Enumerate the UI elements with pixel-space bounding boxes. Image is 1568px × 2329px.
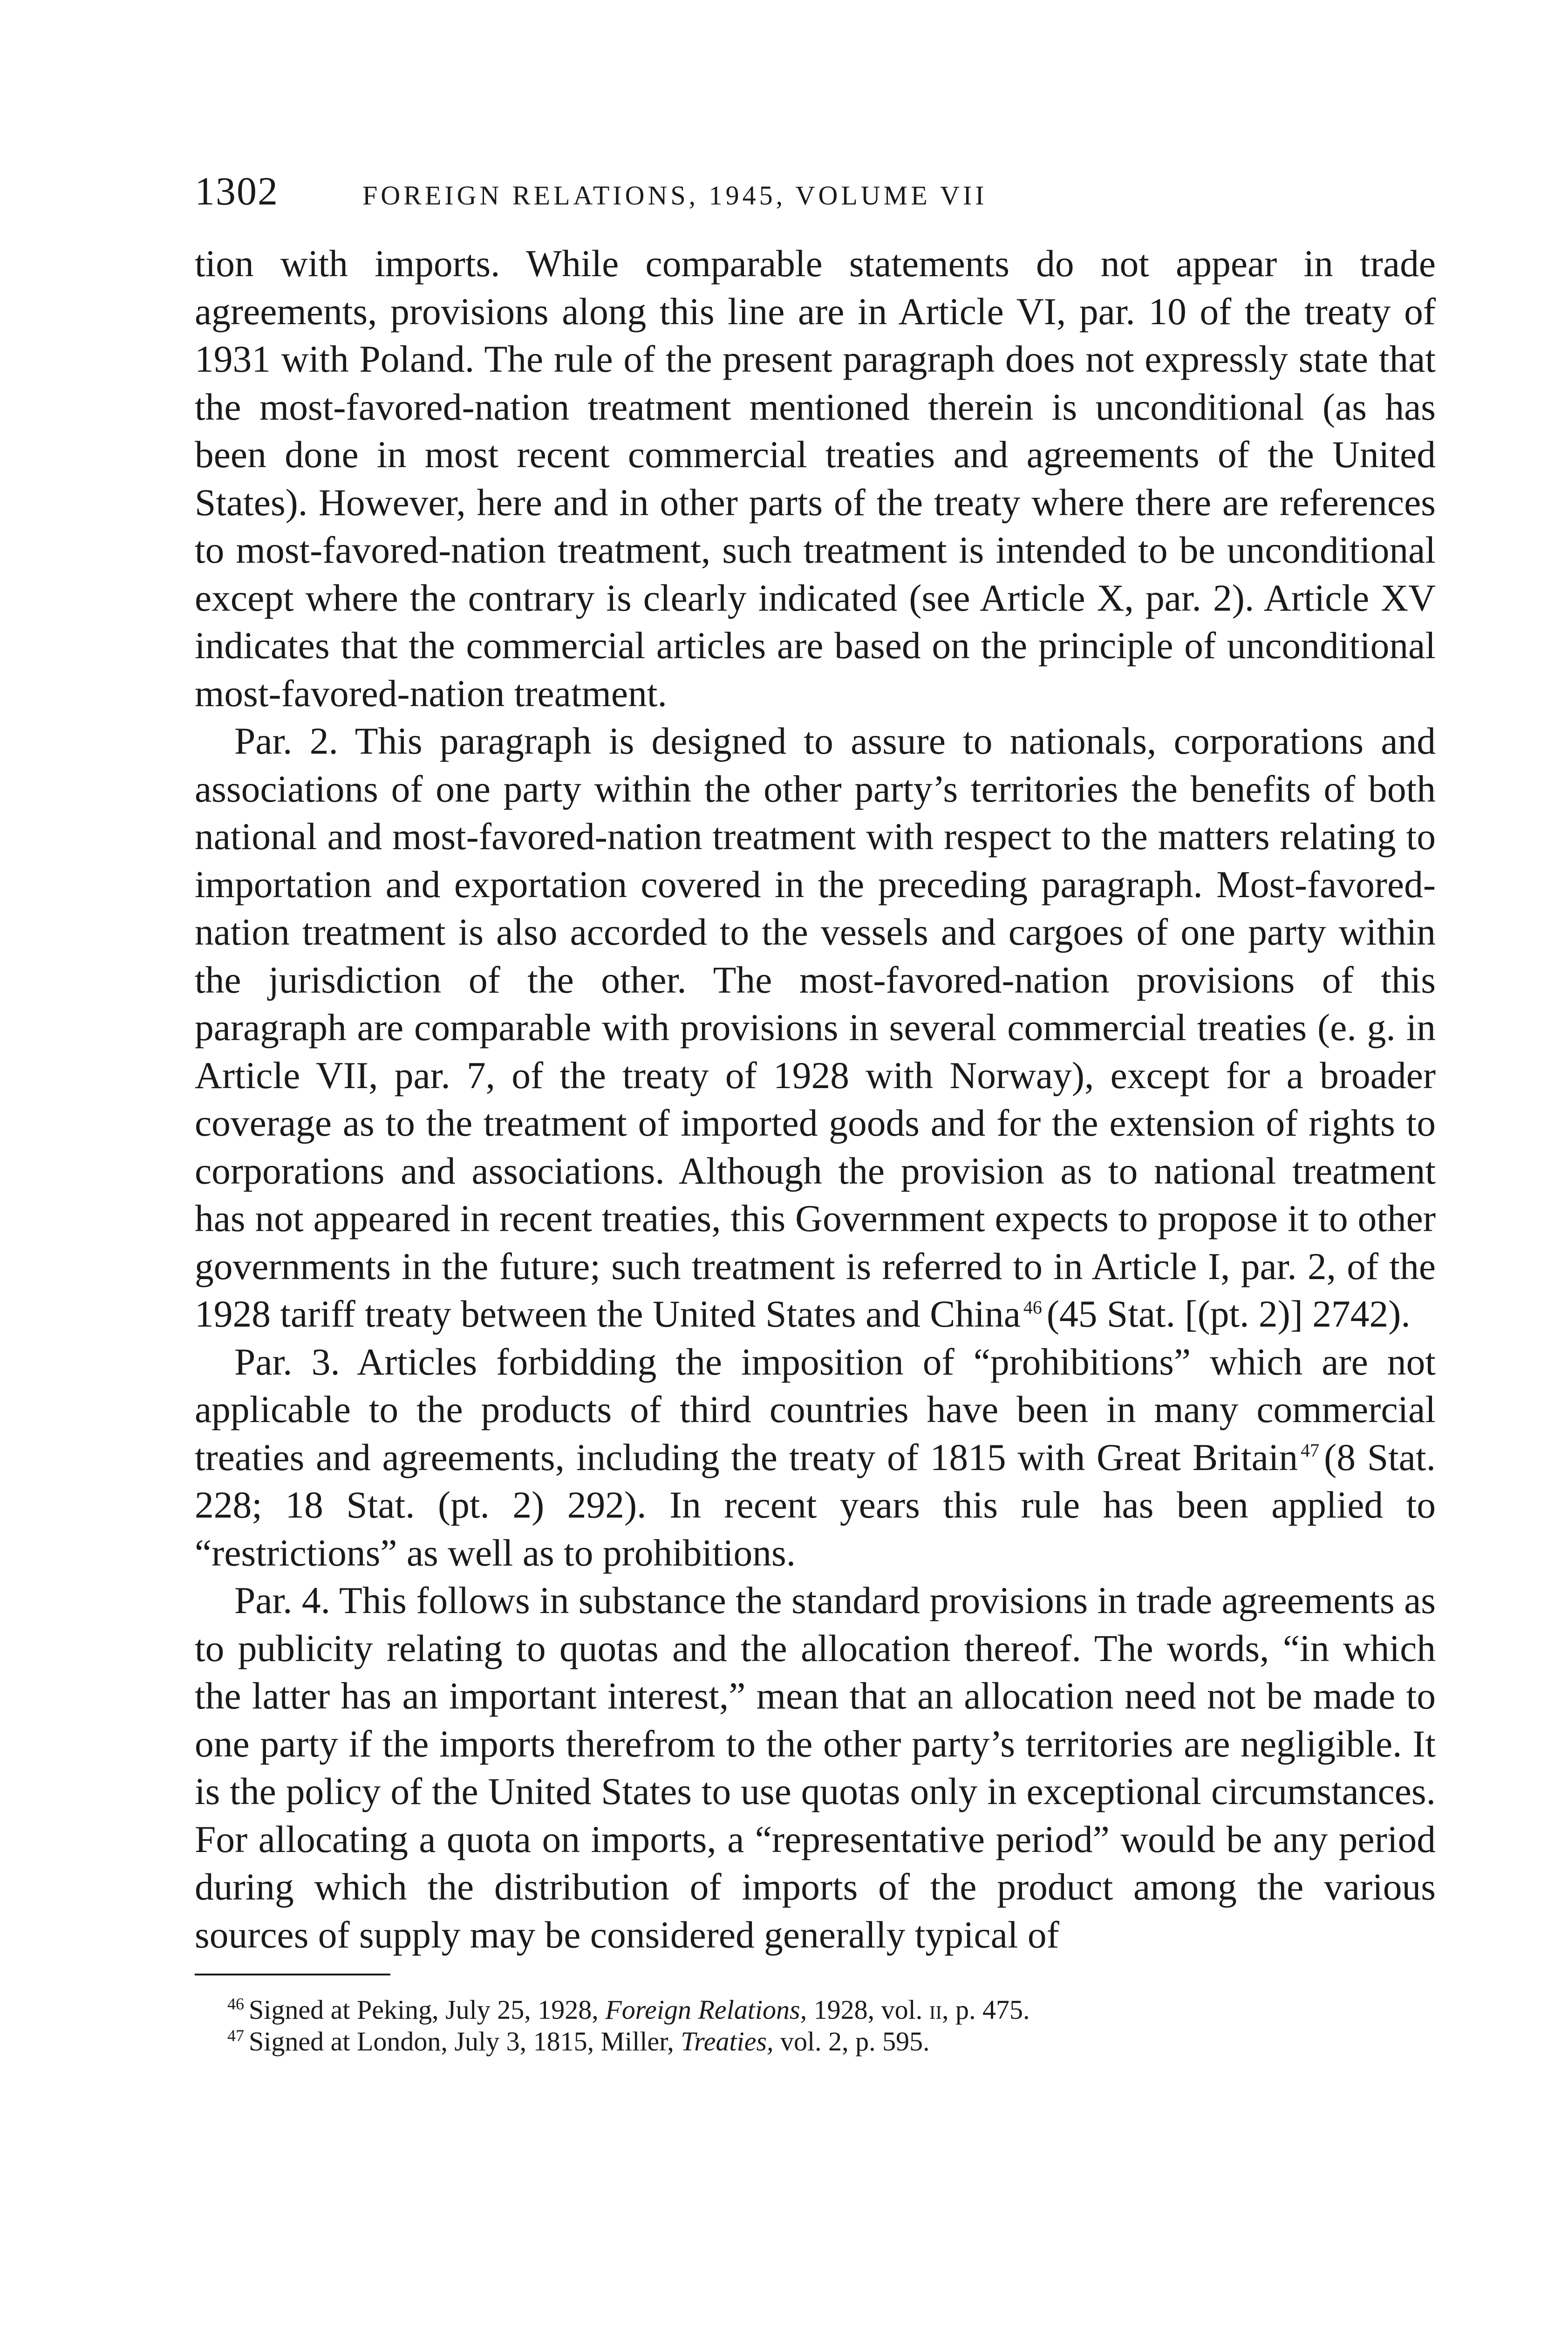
footnote-text: , p. 475. <box>942 1995 1030 2025</box>
footnote-mark: 46 <box>227 1994 244 2013</box>
paragraph-text: tion with imports. While comparable statements do not appear in trade agreements, provisions along this line are in Article VI, par. 10 of the treaty of 1931 with Poland. The rule of the present paragraph does not expressly state that the most-favored-nation treatment mentioned therein is unconditional (as has been done in most recent commercial treaties and agreements of the United States). However, here and in other parts of the treaty where there are references to most-favored-nation treatment, such treatment is intended to be unconditional except where the contrary is clearly indicated (see Article X, par. 2). Article XV indicates that the commercial articles are based on the principle of unconditional most-favored-nation treatment. <box>195 242 1436 715</box>
running-head <box>195 168 1436 219</box>
footnote <box>195 2026 1436 2057</box>
footnote-italic-title: Treaties, <box>681 2026 774 2057</box>
footnote-text: Signed at Peking, July 25, 1928, <box>249 1995 599 2025</box>
document-page <box>195 168 1436 2057</box>
footnote-italic-title: Foreign Relations, <box>605 1995 807 2025</box>
footnote-reference[interactable]: 47 <box>1301 1440 1320 1461</box>
page-number: 1302 <box>195 169 279 213</box>
paragraph-text: (45 Stat. [(pt. 2)] 2742). <box>1046 1293 1411 1335</box>
body-text <box>195 240 1436 1959</box>
footnote-mark: 47 <box>227 2026 244 2045</box>
paragraph-text: Par. 3. Articles forbidding the imposition of “prohibitions” which are not applicable to the products of third countries have been in many commercial treaties and agreements, including the treaty of 1815 with Great Britain <box>195 1340 1436 1478</box>
footnote-reference[interactable]: 46 <box>1023 1296 1042 1318</box>
footnote <box>195 1994 1436 2026</box>
footnote-divider <box>195 1974 390 1975</box>
footnote-volume: ii <box>929 1995 942 2025</box>
paragraph-text: Par. 2. This paragraph is designed to assure to nationals, corporations and associations of one party within the other party’s territories the benefits of both national and most-favored-nation treatment with respect to the matters relating to importation and exportation covered in the preceding paragraph. Most-favored-nation treatment is also accorded to the vessels and cargoes of one party within the jurisdiction of the other. The most-favored-nation provisions of this paragraph are comparable with provisions in several commercial treaties (e. g. in Article VII, par. 7, of the treaty of 1928 with Norway), except for a broader coverage as to the treatment of imported goods and for the extension of rights to corporations and associations. Although the provision as to national treatment has not appeared in recent treaties, this Government expects to propose it to other governments in the future; such treatment is referred to in Article I, par. 2, of the 1928 tariff treaty between the United States and China <box>195 720 1436 1335</box>
footnote-text: Signed at London, July 3, 1815, Miller, <box>249 2026 674 2057</box>
footnotes <box>195 1994 1436 2057</box>
running-title: FOREIGN RELATIONS, 1945, VOLUME VII <box>362 180 988 211</box>
footnote-text: 1928, vol. <box>813 1995 923 2025</box>
footnote-text: vol. 2, p. 595. <box>780 2026 930 2057</box>
paragraph <box>195 717 1436 1338</box>
paragraph <box>195 1577 1436 1959</box>
paragraph-text: Par. 4. This follows in substance the standard provisions in trade agreements as to publicity relating to quotas and the allocation thereof. The words, “in which the latter has an important interest,” mean that an allocation need not be made to one party if the imports therefrom to the other party’s territories are negligible. It is the policy of the United States to use quotas only in exceptional circumstances. For allocating a quota on imports, a “representative period” would be any period during which the distribution of imports of the product among the various sources of supply may be considered generally typical of <box>195 1579 1436 1956</box>
paragraph-text: (8 Stat. 228; 18 Stat. (pt. 2) 292). In recent years this rule has been applied to “restrictions” as well as to prohibitions. <box>195 1436 1436 1574</box>
paragraph <box>195 240 1436 717</box>
paragraph <box>195 1338 1436 1577</box>
